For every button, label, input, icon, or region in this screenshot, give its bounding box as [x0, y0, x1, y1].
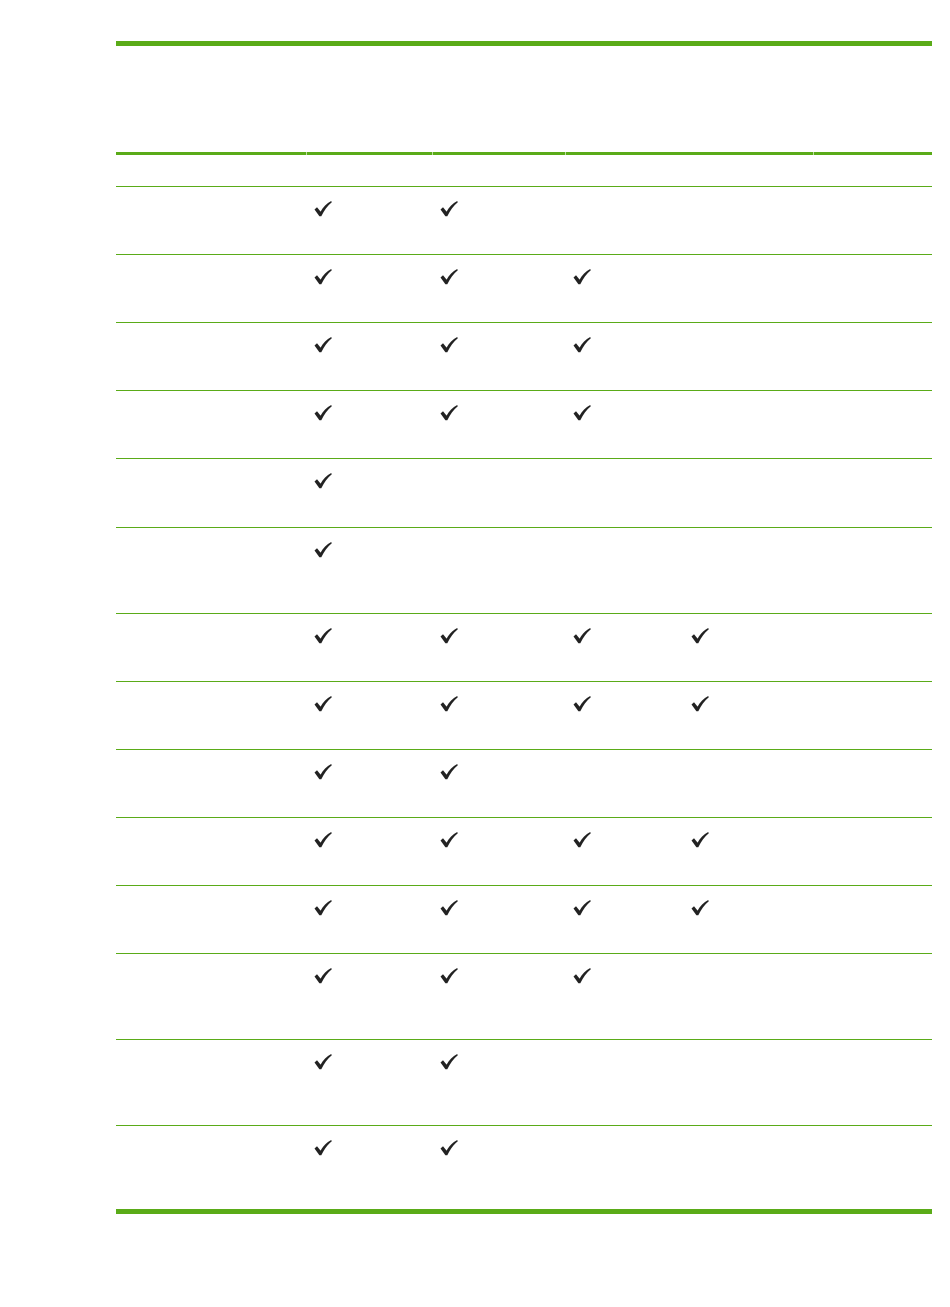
checkmark-icon — [313, 200, 343, 230]
row-divider — [116, 681, 932, 682]
checkmark-icon — [439, 404, 469, 434]
checkmark-icon — [572, 695, 602, 725]
checkmark-icon — [313, 695, 343, 725]
checkmark-icon — [313, 831, 343, 861]
row-divider — [116, 885, 932, 886]
table-top-rule — [116, 41, 932, 46]
header-column-divider — [565, 152, 566, 155]
row-divider — [116, 390, 932, 391]
checkmark-icon — [313, 627, 343, 657]
row-divider — [116, 953, 932, 954]
checkmark-icon — [313, 541, 343, 571]
row-divider — [116, 458, 932, 459]
checkmark-icon — [313, 899, 343, 929]
checkmark-icon — [690, 899, 720, 929]
checkmark-icon — [439, 1053, 469, 1083]
checkmark-icon — [313, 763, 343, 793]
checkmark-icon — [439, 336, 469, 366]
checkmark-icon — [313, 404, 343, 434]
row-divider — [116, 817, 932, 818]
checkmark-icon — [439, 831, 469, 861]
row-divider — [116, 1125, 932, 1126]
row-divider — [116, 322, 932, 323]
checkmark-icon — [572, 967, 602, 997]
checkmark-icon — [439, 763, 469, 793]
header-column-divider — [306, 152, 307, 155]
checkmark-icon — [439, 967, 469, 997]
checkmark-icon — [313, 268, 343, 298]
checkmark-icon — [439, 1139, 469, 1169]
checkmark-icon — [439, 899, 469, 929]
checkmark-icon — [572, 831, 602, 861]
header-column-divider — [813, 152, 814, 155]
row-divider — [116, 186, 932, 187]
checkmark-icon — [313, 1139, 343, 1169]
checkmark-icon — [313, 472, 343, 502]
checkmark-icon — [572, 899, 602, 929]
checkmark-icon — [690, 831, 720, 861]
row-divider — [116, 749, 932, 750]
checkmark-icon — [690, 695, 720, 725]
header-column-divider — [432, 152, 433, 155]
checkmark-icon — [313, 967, 343, 997]
checkmark-icon — [439, 695, 469, 725]
table-bottom-rule — [116, 1209, 932, 1214]
header-bottom-rule — [116, 152, 932, 155]
checkmark-icon — [313, 1053, 343, 1083]
checkmark-icon — [572, 404, 602, 434]
checkmark-icon — [439, 268, 469, 298]
checkmark-icon — [572, 268, 602, 298]
checkmark-icon — [439, 200, 469, 230]
checkmark-icon — [572, 627, 602, 657]
row-divider — [116, 1039, 932, 1040]
checkmark-icon — [313, 336, 343, 366]
checkmark-icon — [572, 336, 602, 366]
row-divider — [116, 254, 932, 255]
row-divider — [116, 613, 932, 614]
checkmark-icon — [690, 627, 720, 657]
checkmark-icon — [439, 627, 469, 657]
row-divider — [116, 527, 932, 528]
